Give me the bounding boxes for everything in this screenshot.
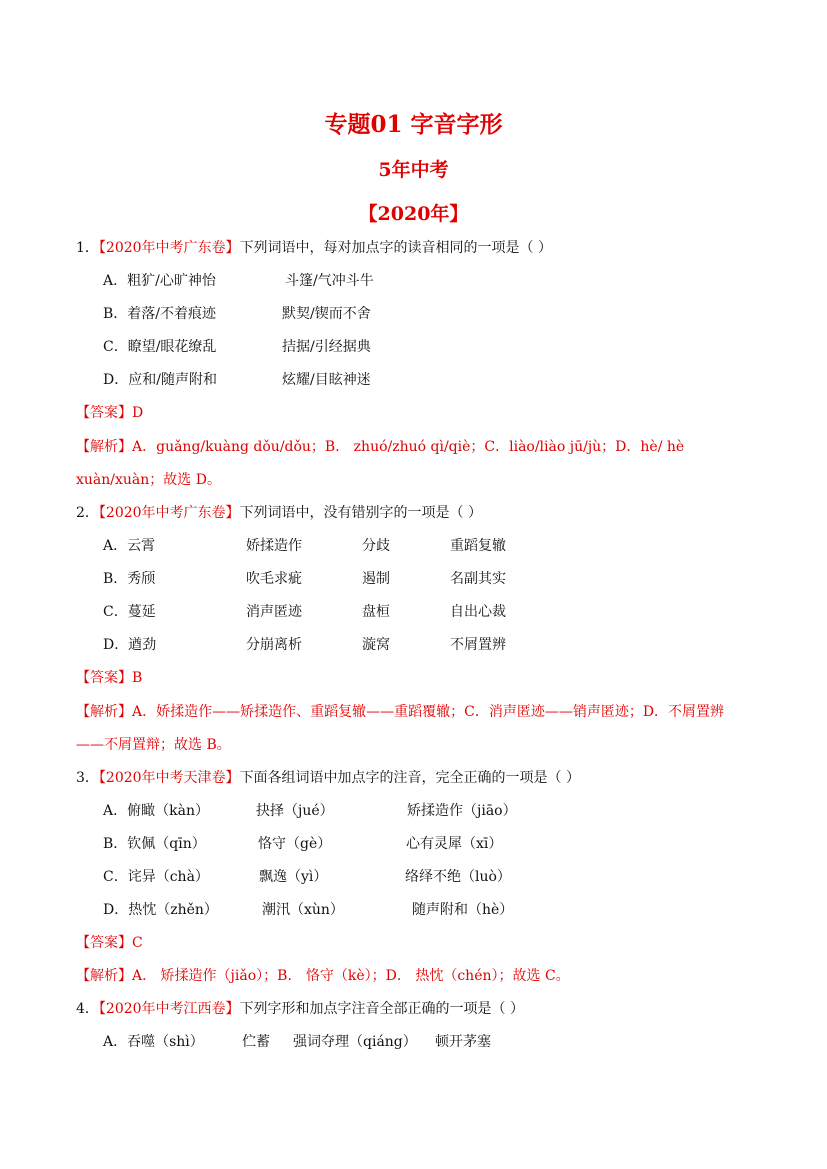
q3-option-d-3: 随声附和（hè）: [412, 902, 514, 918]
q3-option-a-3: 矫揉造作（jiāo）: [407, 803, 517, 819]
q1-option-c-1: C．瞭望/眼花缭乱: [103, 339, 217, 355]
q1-answer: 【答案】D: [76, 405, 144, 421]
q2-explanation-1: 【解析】A．娇揉造作——矫揉造作、重蹈复辙——重蹈覆辙；C．消声匿迹——销声匿迹；D．不屑置辨: [76, 704, 725, 720]
q2-option-b-2: 吹毛求疵: [246, 571, 302, 587]
q3-option-b-2: 恪守（gè）: [258, 836, 332, 852]
question-1-stem: [76, 238, 552, 258]
question-number: 3．: [76, 770, 99, 786]
q1-option-c-2: 拮据/引经据典: [282, 339, 371, 355]
question-4-stem: [76, 999, 524, 1019]
q4-option-a-1: A．吞噬（shì）: [103, 1034, 204, 1050]
q1-option-b-2: 默契/锲而不舍: [282, 306, 371, 322]
q3-option-c-1: C．诧异（chà）: [103, 869, 209, 885]
q1-option-d-2: 炫耀/目眩神迷: [282, 372, 371, 388]
q2-option-a-3: 分歧: [362, 538, 390, 554]
q3-option-b-3: 心有灵犀（xī）: [406, 836, 503, 852]
q2-option-c-1: C．蔓延: [103, 604, 156, 620]
q3-explanation-1: 【解析】A． 矫揉造作（jiǎo）；B． 恪守（kè）；D． 热忱（chén）；故选 C。: [76, 968, 570, 984]
q1-option-a-1: A．粗犷/心旷神怡: [103, 273, 216, 289]
question-source-tag: 【2020年中考广东卷】: [98, 505, 240, 521]
q3-option-a-2: 抉择（jué）: [256, 803, 334, 819]
question-number: 1．: [76, 240, 99, 256]
q1-explanation-1: 【解析】A．guǎng/kuàng dǒu/dǒu；B． zhuó/zhuó qì/qiè；C．liào/liào jū/jù；D．hè/ hè: [76, 439, 685, 455]
question-number: 2．: [76, 505, 99, 521]
q1-explanation-2: xuàn/xuàn；故选 D。: [76, 472, 221, 488]
q1-option-a-2: 斗篷/气冲斗牛: [285, 273, 374, 289]
q4-option-a-3: 强词夺理（qiáng）: [293, 1034, 417, 1050]
q2-option-a-4: 重蹈复辙: [450, 538, 506, 554]
q3-option-c-2: 飘逸（yì）: [259, 869, 328, 885]
year-heading: 【2020年】: [358, 203, 469, 225]
q2-option-d-2: 分崩离析: [246, 637, 302, 653]
q2-answer: 【答案】B: [76, 670, 143, 686]
q1-option-d-1: D．应和/随声附和: [103, 372, 217, 388]
q1-option-b-1: B．着落/不着痕迹: [103, 306, 217, 322]
q3-option-d-2: 潮汛（xùn）: [262, 902, 344, 918]
q2-option-a-1: A．云霄: [103, 538, 156, 554]
q2-option-b-1: B．秀颀: [103, 571, 156, 587]
page-subtitle: 5年中考: [378, 159, 449, 181]
question-2-stem: [76, 503, 482, 523]
q3-option-b-1: B．钦佩（qīn）: [103, 836, 206, 852]
q3-option-d-1: D．热忱（zhěn）: [103, 902, 218, 918]
question-3-stem: [76, 768, 580, 788]
q2-option-d-4: 不屑置辨: [450, 637, 506, 653]
question-source-tag: 【2020年中考广东卷】: [98, 240, 240, 256]
question-text: 下列字形和加点字注音全部正确的一项是（ ）: [239, 1001, 525, 1017]
question-text: 下列词语中，没有错别字的一项是（ ）: [239, 505, 483, 521]
question-text: 下面各组词语中加点字的注音，完全正确的一项是（ ）: [239, 770, 581, 786]
q2-option-d-3: 漩窝: [362, 637, 390, 653]
question-number: 4．: [76, 1001, 99, 1017]
q2-option-b-4: 名副其实: [450, 571, 506, 587]
q4-option-a-4: 顿开茅塞: [435, 1034, 491, 1050]
question-text: 下列词语中，每对加点字的读音相同的一项是（ ）: [239, 240, 553, 256]
q4-option-a-2: 伫蓄: [242, 1034, 270, 1050]
q3-answer: 【答案】C: [76, 935, 143, 951]
q2-explanation-2: ——不屑置辩；故选 B。: [76, 737, 231, 753]
q2-option-c-3: 盘桓: [362, 604, 390, 620]
q2-option-c-4: 自出心裁: [450, 604, 506, 620]
q2-option-a-2: 娇揉造作: [246, 538, 302, 554]
question-source-tag: 【2020年中考天津卷】: [98, 770, 240, 786]
q2-option-d-1: D．遒劲: [103, 637, 157, 653]
q2-option-b-3: 遏制: [362, 571, 390, 587]
q3-option-c-3: 络绎不绝（luò）: [405, 869, 511, 885]
q2-option-c-2: 消声匿迹: [246, 604, 302, 620]
q3-option-a-1: A．俯瞰（kàn）: [103, 803, 209, 819]
page-title: 专题01 字音字形: [324, 111, 503, 138]
question-source-tag: 【2020年中考江西卷】: [98, 1001, 240, 1017]
